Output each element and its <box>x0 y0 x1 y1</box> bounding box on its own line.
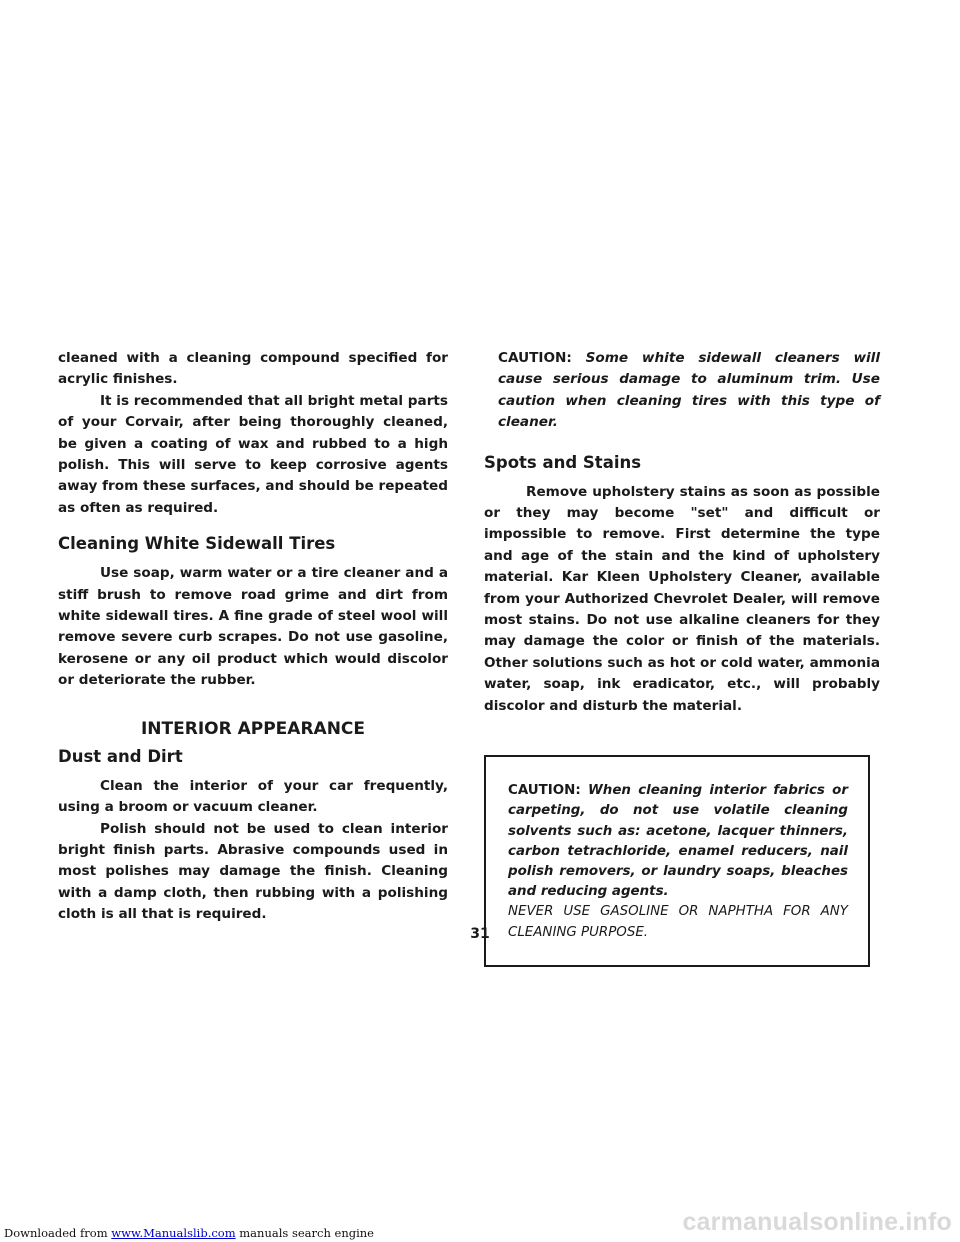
paragraph-sidewall: Use soap, warm water or a tire cleaner and a stiff brush to remove road grime and dirt from white sidewall tires. A fine grade of steel wool will remove severe curb scrapes. Do not use gasoline, kerosene or any oil product which would discolor or deteriorate the rubber. <box>58 565 448 689</box>
right-column <box>484 348 880 967</box>
heading-dust-and-dirt: Dust and Dirt <box>58 746 183 766</box>
heading-sidewall-tires: Cleaning White Sidewall Tires <box>58 534 336 554</box>
caution-text: When cleaning interior fabrics or carpeting, do not use volatile cleaning solvents such as: acetone, lacquer thinners, carbon tetrachloride, enamel reducers, nail polish removers, or laundry soaps, bleaches and reducing agents. <box>508 783 848 900</box>
paragraph-bright-metal: It is recommended that all bright metal parts of your Corvair, after being thoroughly cleaned, be given a coating of wax and rubbed to a high polish. This will serve to keep corrosive agents away from these surfaces, and should be repeated as often as required. <box>58 392 448 516</box>
paragraph-polish: Polish should not be used to clean interior bright finish parts. Abrasive compounds used in most polishes may damage the finish. Cleaning with a damp cloth, then rubbing with a polishing cloth is all that is required. <box>58 820 448 923</box>
caution-label: CAUTION: <box>498 350 572 366</box>
watermark: carmanualsonline.info <box>682 1208 952 1236</box>
left-column <box>58 348 448 926</box>
footer-prefix: Downloaded from <box>4 1226 112 1240</box>
paragraph-stains: Remove upholstery stains as soon as possible or they may become "set" and difficult or impossible to remove. First determine the type and age of the stain and the kind of upholstery material. Kar Kleen Upholstery Cleaner, available from your Authorized Chevrolet Dealer, will remove most stains. Do not use alkaline cleaners for they may damage the color or finish of the materials. Other solutions such as hot or cold water, ammonia water, soap, ink eradicator, etc., will probably discolor and disturb the material. <box>484 483 880 714</box>
heading-interior-appearance: INTERIOR APPEARANCE <box>140 718 366 739</box>
caution-caps-text: NEVER USE GASOLINE OR NAPHTHA FOR ANY CLEANING PURPOSE. <box>508 904 848 940</box>
paragraph-acrylic: cleaned with a cleaning compound specified for acrylic finishes. <box>58 350 448 388</box>
caution-sidewall-cleaners <box>484 348 880 434</box>
caution-text: Some white sidewall cleaners will cause serious damage to aluminum trim. Use caution when cleaning tires with this type of cleaner. <box>498 350 880 431</box>
page-number: 31 <box>470 926 490 942</box>
paragraph-clean-interior: Clean the interior of your car frequently, using a broom or vacuum cleaner. <box>58 777 448 816</box>
footer-suffix: manuals search engine <box>235 1226 374 1240</box>
download-footer <box>4 1226 374 1240</box>
manualslib-link[interactable]: www.Manualslib.com <box>111 1226 236 1240</box>
caution-label: CAUTION: <box>508 783 581 799</box>
heading-spots-and-stains: Spots and Stains <box>484 452 642 472</box>
